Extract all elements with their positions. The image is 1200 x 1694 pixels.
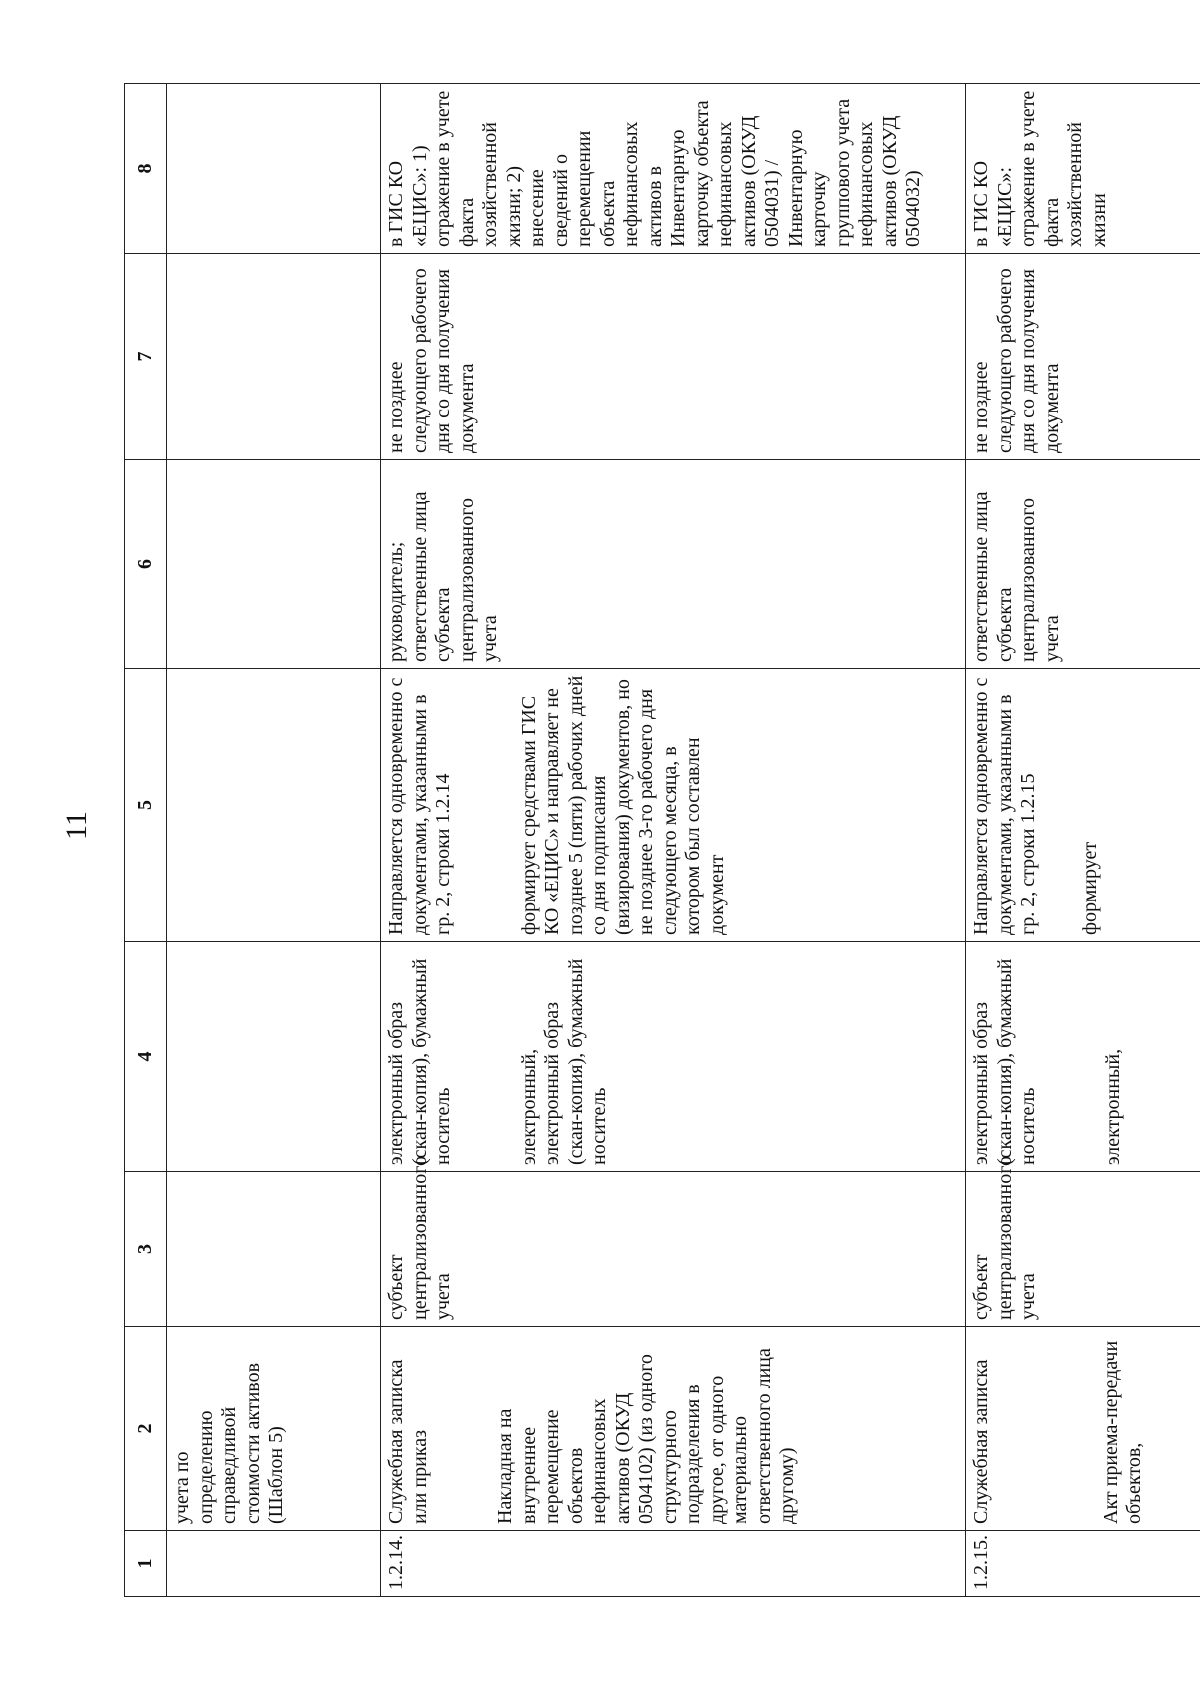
document-name: Служебная записка <box>970 1359 992 1524</box>
responsible-cell: ответственные лица субъекта централизованного учета <box>966 460 1200 669</box>
action-cell: в ГИС КО «ЕЦИС»: 1) отражение в учете факта хозяйственной жизни; 2) внесение сведений о перемещении объекта нефинансовых активов в Инвентарную карточку объекта нефинансовых активов (ОКУД 0504031) / Инвентарную карточку группового учета нефинансовых активов (ОКУД 0504032) <box>381 84 966 254</box>
table-row <box>966 84 1200 1597</box>
procedure-text: формирует средствами ГИС КО «ЕЦИС» и направляет не позднее 5 (пяти) рабочих дней со дня подписания (визирования) документов, но не позднее 3-го рабочего дня следующего месяца, в котором был составлен документ <box>517 675 728 935</box>
document-name-cell <box>966 1327 1200 1531</box>
header-row <box>125 84 167 1597</box>
format-text: электронный образ (скан-копия), бумажный носитель <box>970 958 1039 1165</box>
action-cell: в ГИС КО «ЕЦИС»: отражение в учете факта хозяйственной жизни <box>966 84 1200 254</box>
row-number-cell: 1.2.14. <box>381 1531 966 1597</box>
document-name-cell <box>381 1327 966 1531</box>
procedure-cell <box>381 669 966 942</box>
deadline-cell: не позднее следующего рабочего дня со дня получения документа <box>966 254 1200 460</box>
header-cell-8: 8 <box>125 84 167 254</box>
document-name: Служебная записка или приказ <box>385 1359 431 1524</box>
action-cell <box>167 84 381 254</box>
rotated-table-wrapper <box>124 84 1175 1597</box>
format-cell <box>966 942 1200 1172</box>
creator-cell: субъект централизованного учета <box>381 1172 966 1327</box>
row-number-cell <box>167 1531 381 1597</box>
deadline-cell <box>167 254 381 460</box>
format-cell <box>381 942 966 1172</box>
creator-cell: субъект централизованного учета <box>966 1172 1200 1327</box>
document-name-cell <box>167 1327 381 1531</box>
document-table <box>124 83 1200 1597</box>
procedure-text: Направляется одновременно с документами, указанными в гр. 2, строки 1.2.15 <box>970 677 1039 935</box>
header-cell-6: 6 <box>125 460 167 669</box>
deadline-cell: не позднее следующего рабочего дня со дня получения документа <box>381 254 966 460</box>
format-text: электронный образ (скан-копия), бумажный носитель <box>385 958 454 1165</box>
header-cell-4: 4 <box>125 942 167 1172</box>
procedure-text: Направляется одновременно с документами, указанными в гр. 2, строки 1.2.14 <box>385 677 454 935</box>
document-name: Акт приема-передачи объектов, <box>1099 1340 1145 1524</box>
format-text: электронный, электронный образ (скан-копия), бумажный носитель <box>517 958 610 1165</box>
document-name: Накладная на внутреннее перемещение объектов нефинансовых активов (ОКУД 0504102) (из одного структурного подразделения в другое, от одного материально ответственного лица другому) <box>494 1348 798 1524</box>
procedure-cell <box>966 669 1200 942</box>
header-cell-5: 5 <box>125 669 167 942</box>
table-row <box>381 84 966 1597</box>
responsible-cell <box>167 460 381 669</box>
page-number: 11 <box>60 811 93 840</box>
document-name: учета по определению справедливой стоимости активов (Шаблон 5) <box>171 1362 287 1524</box>
header-cell-3: 3 <box>125 1172 167 1327</box>
creator-cell <box>167 1172 381 1327</box>
header-cell-1: 1 <box>125 1531 167 1597</box>
procedure-text: формирует <box>1078 841 1101 935</box>
table-row <box>167 84 381 1597</box>
procedure-cell <box>167 669 381 942</box>
header-cell-7: 7 <box>125 254 167 460</box>
header-cell-2: 2 <box>125 1327 167 1531</box>
format-text: электронный, <box>1101 1048 1124 1165</box>
row-number-cell: 1.2.15. <box>966 1531 1200 1597</box>
format-cell <box>167 942 381 1172</box>
responsible-cell: руководитель; ответственные лица субъекта централизованного учета <box>381 460 966 669</box>
